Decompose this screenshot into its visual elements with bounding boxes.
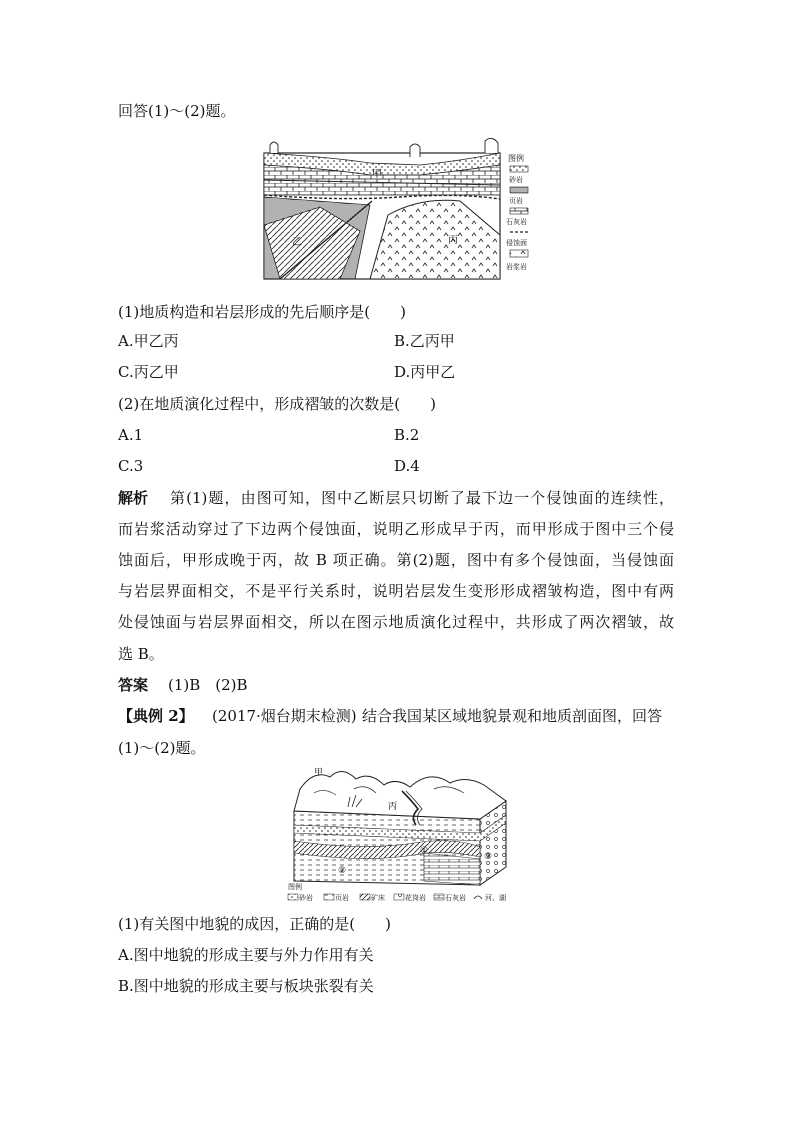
fig1-label-yi: 乙 (292, 237, 302, 248)
analysis-line-3: 蚀面后，甲形成晚于丙，故 B 项正确。第(2)题，图中有多个侵蚀面，当侵蚀面 (118, 551, 674, 569)
q2-option-d: D.4 (394, 457, 420, 475)
fig1-legend-erosion: 侵蚀面 (506, 239, 527, 247)
q1-option-a: A.甲乙丙 (118, 332, 179, 350)
landform-block-figure-2 (284, 763, 516, 907)
fig1-legend-shale: 页岩 (509, 197, 523, 205)
fig2-legend-shale: 页岩 (335, 894, 349, 902)
q2-option-b: B.2 (394, 426, 420, 444)
fig2-label-bing: 丙 (388, 802, 398, 812)
fig2-label-jia: 甲 (314, 768, 324, 778)
geologic-section-figure-1 (260, 135, 536, 287)
q2-option-c: C.3 (118, 457, 144, 475)
fig2-legend-granite: 花岗岩 (405, 894, 426, 902)
intro-line: 回答(1)～(2)题。 (118, 102, 236, 120)
q1-option-d: D.丙甲乙 (394, 363, 456, 381)
analysis-line-2: 而岩浆活动穿过了下边两个侵蚀面，说明乙形成早于丙，而甲形成于图中三个侵 (118, 520, 674, 538)
fig1-legend-swatch-sandstone (510, 166, 528, 172)
fig2-legend-title: 图例 (288, 883, 302, 891)
example-2-tag: 【典例 2】 (118, 707, 194, 725)
fig1-legend-sandstone: 砂岩 (509, 176, 523, 184)
fig2-legend-ore: 矿床 (371, 894, 385, 902)
fig2-label-n2: ② (338, 866, 347, 876)
analysis-label: 解析 (118, 489, 149, 507)
q2-option-a: A.1 (118, 426, 144, 444)
example-2-line-2: (1)～(2)题。 (118, 739, 206, 757)
fig1-label-jia: 甲 (372, 169, 382, 180)
answer-text: (1)B (2)B (168, 676, 248, 694)
q3-option-a: A.图中地貌的形成主要与外力作用有关 (118, 946, 374, 964)
example-2-text: 结合我国某区域地貌景观和地质剖面图，回答 (362, 707, 663, 725)
question-2-stem: (2)在地质演化过程中，形成褶皱的次数是( ) (118, 395, 436, 413)
fig2-label-n1: ① (420, 846, 429, 856)
fig2-legend-limestone: 石灰岩 (445, 894, 466, 902)
fig2-label-n3: ③ (484, 852, 493, 862)
fig1-legend-swatch-magmatic (510, 250, 528, 257)
fig1-label-bing: 丙 (448, 235, 458, 246)
fig1-legend-swatch-shale (510, 187, 528, 193)
fig2-legend-sandstone: 砂岩 (299, 894, 313, 902)
q1-option-c: C.丙乙甲 (118, 363, 179, 381)
fig1-legend-swatch-limestone (510, 208, 528, 214)
analysis-line-5: 处侵蚀面与岩层界面相交，所以在图示地质演化过程中，共形成了两次褶皱，故 (118, 613, 674, 631)
question-1-stem: (1)地质构造和岩层形成的先后顺序是( ) (118, 303, 406, 321)
example-2-source: (2017·烟台期末检测) (212, 707, 357, 725)
q1-option-b: B.乙丙甲 (394, 332, 455, 350)
analysis-line-6: 选 B。 (118, 645, 164, 663)
analysis-line-1: 第(1)题，由图可知，图中乙断层只切断了最下边一个侵蚀面的连续性， (170, 489, 674, 507)
question-3-stem: (1)有关图中地貌的成因，正确的是( ) (118, 915, 391, 933)
fig1-legend-title: 图例 (508, 154, 524, 163)
fig1-legend-limestone: 石灰岩 (506, 218, 527, 226)
q3-option-b: B.图中地貌的形成主要与板块张裂有关 (118, 977, 374, 995)
fig1-legend-magmatic: 岩浆岩 (506, 263, 527, 271)
answer-label: 答案 (118, 676, 149, 694)
analysis-line-4: 与岩层界面相交，不是平行关系时，说明岩层发生变形形成褶皱构造，图中有两 (118, 582, 674, 600)
fig2-legend-river: 河、湖 (485, 894, 506, 902)
